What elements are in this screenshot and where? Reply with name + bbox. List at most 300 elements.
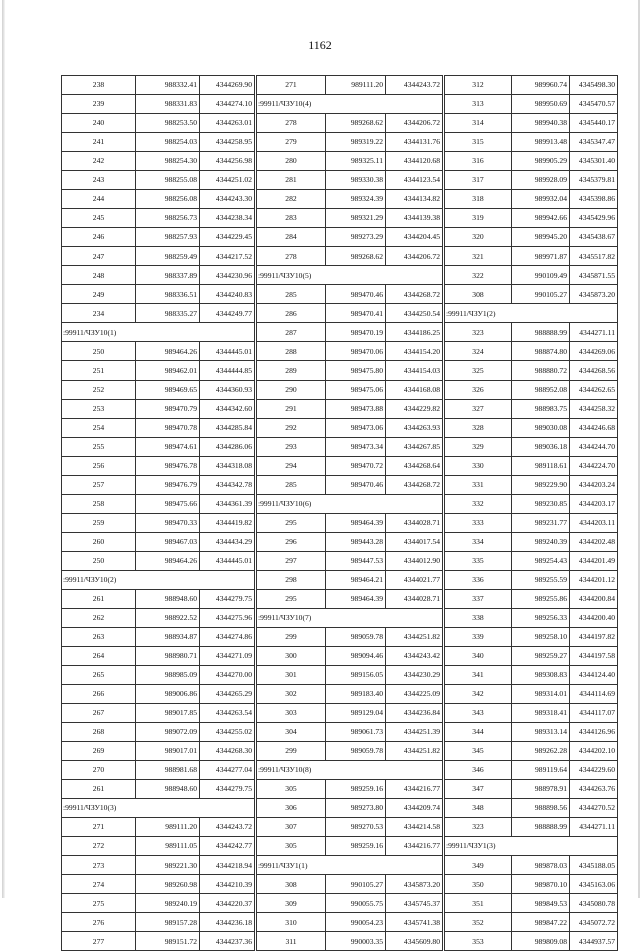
x-coordinate-cell: 989464.26: [136, 551, 200, 570]
y-coordinate-cell: 4344265.29: [200, 685, 256, 704]
x-coordinate-cell: 988880.72: [512, 361, 570, 380]
y-coordinate-cell: 4344251.82: [386, 627, 444, 646]
y-coordinate-cell: 4345873.20: [570, 285, 618, 304]
x-coordinate-cell: 989258.10: [512, 627, 570, 646]
table-row: [62, 342, 618, 361]
point-number-cell: 277: [62, 932, 136, 951]
point-number-cell: 305: [256, 837, 326, 856]
x-coordinate-cell: 988331.83: [136, 95, 200, 114]
point-number-cell: 261: [62, 589, 136, 608]
table-row: [62, 837, 618, 856]
x-coordinate-cell: 989464.21: [326, 570, 386, 589]
table-row: [62, 304, 618, 323]
x-coordinate-cell: 989111.05: [136, 837, 200, 856]
point-number-cell: 337: [444, 589, 512, 608]
point-number-cell: 266: [62, 685, 136, 704]
y-coordinate-cell: 4344206.72: [386, 247, 444, 266]
x-coordinate-cell: 990105.27: [326, 875, 386, 894]
x-coordinate-cell: 989960.74: [512, 76, 570, 95]
x-coordinate-cell: 989467.03: [136, 532, 200, 551]
table-row: [62, 456, 618, 475]
point-number-cell: 280: [256, 152, 326, 171]
point-number-cell: 253: [62, 399, 136, 418]
table-row: [62, 152, 618, 171]
table-row: [62, 209, 618, 228]
y-coordinate-cell: 4345379.81: [570, 171, 618, 190]
point-number-cell: 296: [256, 532, 326, 551]
y-coordinate-cell: 4344275.96: [200, 608, 256, 627]
x-coordinate-cell: 989240.39: [512, 532, 570, 551]
point-number-cell: 285: [256, 285, 326, 304]
point-number-cell: 258: [62, 494, 136, 513]
section-label-cell: :99911/ЧЗУ1(1): [256, 856, 444, 875]
point-number-cell: 255: [62, 437, 136, 456]
section-label-cell: :99911/ЧЗУ10(6): [256, 494, 444, 513]
point-number-cell: 300: [256, 646, 326, 665]
x-coordinate-cell: 989928.09: [512, 171, 570, 190]
point-number-cell: 353: [444, 932, 512, 951]
x-coordinate-cell: 988978.91: [512, 780, 570, 799]
y-coordinate-cell: 4344139.38: [386, 209, 444, 228]
point-number-cell: 331: [444, 475, 512, 494]
point-number-cell: 271: [62, 818, 136, 837]
x-coordinate-cell: 989072.09: [136, 723, 200, 742]
y-coordinate-cell: 4344445.01: [200, 342, 256, 361]
y-coordinate-cell: 4344249.77: [200, 304, 256, 323]
point-number-cell: 257: [62, 475, 136, 494]
x-coordinate-cell: 989847.22: [512, 913, 570, 932]
y-coordinate-cell: 4345188.05: [570, 856, 618, 875]
point-number-cell: 299: [256, 627, 326, 646]
y-coordinate-cell: 4344229.60: [570, 761, 618, 780]
table-row: [62, 665, 618, 684]
y-coordinate-cell: 4344361.39: [200, 494, 256, 513]
y-coordinate-cell: 4344236.18: [200, 913, 256, 932]
point-number-cell: 323: [444, 323, 512, 342]
x-coordinate-cell: 989470.46: [326, 475, 386, 494]
point-number-cell: 338: [444, 608, 512, 627]
point-number-cell: 312: [444, 76, 512, 95]
point-number-cell: 259: [62, 513, 136, 532]
point-number-cell: 270: [62, 761, 136, 780]
x-coordinate-cell: 989464.26: [136, 342, 200, 361]
y-coordinate-cell: 4344224.70: [570, 456, 618, 475]
y-coordinate-cell: 4344200.40: [570, 608, 618, 627]
x-coordinate-cell: 988254.30: [136, 152, 200, 171]
table-row: [62, 285, 618, 304]
x-coordinate-cell: 989151.72: [136, 932, 200, 951]
x-coordinate-cell: 989273.80: [326, 799, 386, 818]
point-number-cell: 309: [256, 894, 326, 913]
point-number-cell: 284: [256, 228, 326, 247]
point-number-cell: 332: [444, 494, 512, 513]
x-coordinate-cell: 988981.68: [136, 761, 200, 780]
point-number-cell: 245: [62, 209, 136, 228]
x-coordinate-cell: 989945.20: [512, 228, 570, 247]
x-coordinate-cell: 989473.06: [326, 418, 386, 437]
point-number-cell: 241: [62, 133, 136, 152]
x-coordinate-cell: 989443.28: [326, 532, 386, 551]
y-coordinate-cell: 4344274.86: [200, 627, 256, 646]
point-number-cell: 345: [444, 742, 512, 761]
x-coordinate-cell: 989061.73: [326, 723, 386, 742]
y-coordinate-cell: 4344017.54: [386, 532, 444, 551]
section-label-cell: :99911/ЧЗУ10(7): [256, 608, 444, 627]
point-number-cell: 234: [62, 304, 136, 323]
table-row: [62, 171, 618, 190]
point-number-cell: 319: [444, 209, 512, 228]
coordinate-table-body: [62, 76, 618, 951]
table-row: [62, 646, 618, 665]
x-coordinate-cell: 988948.60: [136, 780, 200, 799]
x-coordinate-cell: 989324.39: [326, 190, 386, 209]
section-label-cell: :99911/ЧЗУ10(8): [256, 761, 444, 780]
x-coordinate-cell: 989017.85: [136, 704, 200, 723]
x-coordinate-cell: 989270.53: [326, 818, 386, 837]
y-coordinate-cell: 4344434.29: [200, 532, 256, 551]
point-number-cell: 260: [62, 532, 136, 551]
table-row: [62, 475, 618, 494]
y-coordinate-cell: 4344268.30: [200, 742, 256, 761]
y-coordinate-cell: 4345517.82: [570, 247, 618, 266]
point-number-cell: 323: [444, 818, 512, 837]
x-coordinate-cell: 988980.71: [136, 646, 200, 665]
point-number-cell: 330: [444, 456, 512, 475]
y-coordinate-cell: 4344274.10: [200, 95, 256, 114]
point-number-cell: 264: [62, 646, 136, 665]
y-coordinate-cell: 4344243.72: [386, 76, 444, 95]
x-coordinate-cell: 989156.05: [326, 665, 386, 684]
y-coordinate-cell: 4345301.40: [570, 152, 618, 171]
point-number-cell: 249: [62, 285, 136, 304]
point-number-cell: 308: [444, 285, 512, 304]
point-number-cell: 261: [62, 780, 136, 799]
table-row: [62, 780, 618, 799]
x-coordinate-cell: 989470.41: [326, 304, 386, 323]
y-coordinate-cell: 4344243.42: [386, 646, 444, 665]
x-coordinate-cell: 989231.77: [512, 513, 570, 532]
table-row: [62, 704, 618, 723]
x-coordinate-cell: 989325.11: [326, 152, 386, 171]
y-coordinate-cell: 4344238.34: [200, 209, 256, 228]
x-coordinate-cell: 990105.27: [512, 285, 570, 304]
y-coordinate-cell: 4344131.76: [386, 133, 444, 152]
point-number-cell: 290: [256, 380, 326, 399]
point-number-cell: 314: [444, 114, 512, 133]
y-coordinate-cell: 4344258.95: [200, 133, 256, 152]
y-coordinate-cell: 4345347.47: [570, 133, 618, 152]
y-coordinate-cell: 4345080.78: [570, 894, 618, 913]
point-number-cell: 320: [444, 228, 512, 247]
point-number-cell: 334: [444, 532, 512, 551]
x-coordinate-cell: 988888.99: [512, 818, 570, 837]
x-coordinate-cell: 989268.62: [326, 247, 386, 266]
point-number-cell: 240: [62, 114, 136, 133]
point-number-cell: 251: [62, 361, 136, 380]
x-coordinate-cell: 989462.01: [136, 361, 200, 380]
x-coordinate-cell: 989268.62: [326, 114, 386, 133]
point-number-cell: 350: [444, 875, 512, 894]
point-number-cell: 306: [256, 799, 326, 818]
x-coordinate-cell: 989464.39: [326, 513, 386, 532]
y-coordinate-cell: 4344270.52: [570, 799, 618, 818]
x-coordinate-cell: 990109.49: [512, 266, 570, 285]
y-coordinate-cell: 4344268.56: [570, 361, 618, 380]
y-coordinate-cell: 4344263.01: [200, 114, 256, 133]
y-coordinate-cell: 4345873.20: [386, 875, 444, 894]
section-label-cell: :99911/ЧЗУ10(2): [62, 570, 256, 589]
x-coordinate-cell: 988336.51: [136, 285, 200, 304]
table-row: [62, 627, 618, 646]
x-coordinate-cell: 989470.33: [136, 513, 200, 532]
table-row: [62, 133, 618, 152]
y-coordinate-cell: 4344214.58: [386, 818, 444, 837]
x-coordinate-cell: 988898.56: [512, 799, 570, 818]
y-coordinate-cell: 4345609.80: [386, 932, 444, 951]
x-coordinate-cell: 988332.41: [136, 76, 200, 95]
y-coordinate-cell: 4344126.96: [570, 723, 618, 742]
x-coordinate-cell: 989256.33: [512, 608, 570, 627]
point-number-cell: 262: [62, 608, 136, 627]
y-coordinate-cell: 4345072.72: [570, 913, 618, 932]
point-number-cell: 307: [256, 818, 326, 837]
x-coordinate-cell: 989474.61: [136, 437, 200, 456]
x-coordinate-cell: 988256.73: [136, 209, 200, 228]
point-number-cell: 285: [256, 475, 326, 494]
y-coordinate-cell: 4344236.84: [386, 704, 444, 723]
x-coordinate-cell: 989475.06: [326, 380, 386, 399]
point-number-cell: 324: [444, 342, 512, 361]
page-number: 1162: [308, 38, 332, 52]
table-row: [62, 856, 618, 875]
y-coordinate-cell: 4344251.82: [386, 742, 444, 761]
table-row: [62, 799, 618, 818]
table-row: [62, 875, 618, 894]
y-coordinate-cell: 4344206.72: [386, 114, 444, 133]
point-number-cell: 271: [256, 76, 326, 95]
table-row: [62, 913, 618, 932]
x-coordinate-cell: 989470.72: [326, 456, 386, 475]
y-coordinate-cell: 4344124.40: [570, 665, 618, 684]
y-coordinate-cell: 4344445.01: [200, 551, 256, 570]
point-number-cell: 343: [444, 704, 512, 723]
y-coordinate-cell: 4345741.38: [386, 913, 444, 932]
x-coordinate-cell: 988948.60: [136, 589, 200, 608]
y-coordinate-cell: 4344229.82: [386, 399, 444, 418]
y-coordinate-cell: 4344203.24: [570, 475, 618, 494]
x-coordinate-cell: 989111.20: [136, 818, 200, 837]
point-number-cell: 295: [256, 513, 326, 532]
point-number-cell: 335: [444, 551, 512, 570]
point-number-cell: 244: [62, 190, 136, 209]
y-coordinate-cell: 4345871.55: [570, 266, 618, 285]
x-coordinate-cell: 989157.28: [136, 913, 200, 932]
y-coordinate-cell: 4344279.75: [200, 589, 256, 608]
point-number-cell: 304: [256, 723, 326, 742]
x-coordinate-cell: 989308.83: [512, 665, 570, 684]
y-coordinate-cell: 4344267.85: [386, 437, 444, 456]
y-coordinate-cell: 4345438.67: [570, 228, 618, 247]
y-coordinate-cell: 4344277.04: [200, 761, 256, 780]
point-number-cell: 247: [62, 247, 136, 266]
y-coordinate-cell: 4344268.72: [386, 475, 444, 494]
point-number-cell: 318: [444, 190, 512, 209]
y-coordinate-cell: 4344268.72: [386, 285, 444, 304]
x-coordinate-cell: 989118.61: [512, 456, 570, 475]
x-coordinate-cell: 989230.85: [512, 494, 570, 513]
point-number-cell: 347: [444, 780, 512, 799]
section-label-cell: :99911/ЧЗУ1(2): [444, 304, 618, 323]
x-coordinate-cell: 989942.66: [512, 209, 570, 228]
x-coordinate-cell: 989221.30: [136, 856, 200, 875]
point-number-cell: 322: [444, 266, 512, 285]
point-number-cell: 317: [444, 171, 512, 190]
point-number-cell: 263: [62, 627, 136, 646]
x-coordinate-cell: 989262.28: [512, 742, 570, 761]
y-coordinate-cell: 4344217.52: [200, 247, 256, 266]
table-row: [62, 190, 618, 209]
point-number-cell: 239: [62, 95, 136, 114]
y-coordinate-cell: 4344197.58: [570, 646, 618, 665]
point-number-cell: 272: [62, 837, 136, 856]
y-coordinate-cell: 4344342.60: [200, 399, 256, 418]
x-coordinate-cell: 989473.88: [326, 399, 386, 418]
x-coordinate-cell: 989006.86: [136, 685, 200, 704]
point-number-cell: 254: [62, 418, 136, 437]
point-number-cell: 305: [256, 780, 326, 799]
point-number-cell: 243: [62, 171, 136, 190]
x-coordinate-cell: 989470.06: [326, 342, 386, 361]
x-coordinate-cell: 990055.75: [326, 894, 386, 913]
section-label-cell: :99911/ЧЗУ10(1): [62, 323, 256, 342]
x-coordinate-cell: 989464.39: [326, 589, 386, 608]
table-row: [62, 513, 618, 532]
table-row: [62, 266, 618, 285]
y-coordinate-cell: 4344271.11: [570, 818, 618, 837]
table-row: [62, 114, 618, 133]
section-label-cell: :99911/ЧЗУ10(3): [62, 799, 256, 818]
x-coordinate-cell: 989255.59: [512, 570, 570, 589]
x-coordinate-cell: 989932.04: [512, 190, 570, 209]
y-coordinate-cell: 4344218.94: [200, 856, 256, 875]
y-coordinate-cell: 4344204.45: [386, 228, 444, 247]
point-number-cell: 250: [62, 342, 136, 361]
x-coordinate-cell: 989447.53: [326, 551, 386, 570]
x-coordinate-cell: 988337.89: [136, 266, 200, 285]
x-coordinate-cell: 989330.38: [326, 171, 386, 190]
section-label-cell: :99911/ЧЗУ10(4): [256, 95, 444, 114]
y-coordinate-cell: 4344120.68: [386, 152, 444, 171]
x-coordinate-cell: 989470.19: [326, 323, 386, 342]
x-coordinate-cell: 989259.16: [326, 780, 386, 799]
y-coordinate-cell: 4344210.39: [200, 875, 256, 894]
y-coordinate-cell: 4344279.75: [200, 780, 256, 799]
x-coordinate-cell: 988983.75: [512, 399, 570, 418]
point-number-cell: 341: [444, 665, 512, 684]
x-coordinate-cell: 989476.78: [136, 456, 200, 475]
y-coordinate-cell: 4344225.09: [386, 685, 444, 704]
y-coordinate-cell: 4344230.29: [386, 665, 444, 684]
y-coordinate-cell: 4344244.70: [570, 437, 618, 456]
y-coordinate-cell: 4344270.00: [200, 665, 256, 684]
point-number-cell: 315: [444, 133, 512, 152]
y-coordinate-cell: 4344117.07: [570, 704, 618, 723]
point-number-cell: 292: [256, 418, 326, 437]
x-coordinate-cell: 989183.40: [326, 685, 386, 704]
y-coordinate-cell: 4344269.06: [570, 342, 618, 361]
table-row: [62, 228, 618, 247]
y-coordinate-cell: 4344285.84: [200, 418, 256, 437]
y-coordinate-cell: 4344256.98: [200, 152, 256, 171]
y-coordinate-cell: 4344229.45: [200, 228, 256, 247]
x-coordinate-cell: 989849.53: [512, 894, 570, 913]
x-coordinate-cell: 989913.48: [512, 133, 570, 152]
y-coordinate-cell: 4344258.32: [570, 399, 618, 418]
y-coordinate-cell: 4344240.83: [200, 285, 256, 304]
x-coordinate-cell: 989255.86: [512, 589, 570, 608]
y-coordinate-cell: 4344028.71: [386, 589, 444, 608]
section-label-cell: :99911/ЧЗУ1(3): [444, 837, 618, 856]
y-coordinate-cell: 4344209.74: [386, 799, 444, 818]
point-number-cell: 278: [256, 114, 326, 133]
table-row: [62, 818, 618, 837]
point-number-cell: 265: [62, 665, 136, 684]
y-coordinate-cell: 4344012.90: [386, 551, 444, 570]
point-number-cell: 308: [256, 875, 326, 894]
point-number-cell: 310: [256, 913, 326, 932]
x-coordinate-cell: 989030.08: [512, 418, 570, 437]
table-row: [62, 589, 618, 608]
y-coordinate-cell: 4344203.17: [570, 494, 618, 513]
y-coordinate-cell: 4344186.25: [386, 323, 444, 342]
point-number-cell: 352: [444, 913, 512, 932]
point-number-cell: 275: [62, 894, 136, 913]
y-coordinate-cell: 4344243.72: [200, 818, 256, 837]
y-coordinate-cell: 4344203.11: [570, 513, 618, 532]
point-number-cell: 291: [256, 399, 326, 418]
y-coordinate-cell: 4344237.36: [200, 932, 256, 951]
x-coordinate-cell: 988335.27: [136, 304, 200, 323]
y-coordinate-cell: 4344263.93: [386, 418, 444, 437]
point-number-cell: 302: [256, 685, 326, 704]
point-number-cell: 269: [62, 742, 136, 761]
x-coordinate-cell: 990054.23: [326, 913, 386, 932]
y-coordinate-cell: 4344937.57: [570, 932, 618, 951]
x-coordinate-cell: 989475.66: [136, 494, 200, 513]
x-coordinate-cell: 989470.46: [326, 285, 386, 304]
x-coordinate-cell: 989950.69: [512, 95, 570, 114]
point-number-cell: 325: [444, 361, 512, 380]
x-coordinate-cell: 989940.38: [512, 114, 570, 133]
y-coordinate-cell: 4345498.30: [570, 76, 618, 95]
table-row: [62, 894, 618, 913]
point-number-cell: 246: [62, 228, 136, 247]
x-coordinate-cell: 989036.18: [512, 437, 570, 456]
point-number-cell: 328: [444, 418, 512, 437]
y-coordinate-cell: 4344134.82: [386, 190, 444, 209]
point-number-cell: 336: [444, 570, 512, 589]
x-coordinate-cell: 989059.78: [326, 742, 386, 761]
y-coordinate-cell: 4344246.68: [570, 418, 618, 437]
x-coordinate-cell: 989129.04: [326, 704, 386, 723]
point-number-cell: 281: [256, 171, 326, 190]
point-number-cell: 316: [444, 152, 512, 171]
y-coordinate-cell: 4345398.86: [570, 190, 618, 209]
point-number-cell: 274: [62, 875, 136, 894]
x-coordinate-cell: 989259.27: [512, 646, 570, 665]
y-coordinate-cell: 4344154.03: [386, 361, 444, 380]
point-number-cell: 351: [444, 894, 512, 913]
